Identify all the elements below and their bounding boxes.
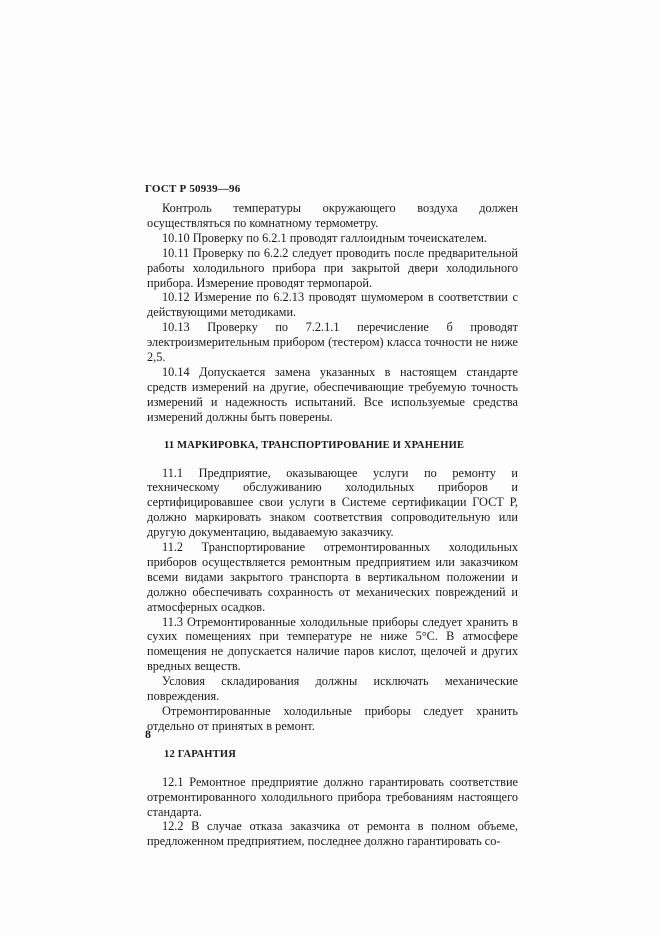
paragraph: 10.13 Проверку по 7.2.1.1 перечисление б проводят электроизмерительным прибором (тестером) класса точности не ниже 2,5. [147,320,518,365]
paragraph: 11.3 Отремонтированные холодильные приборы следует хранить в сухих помещениях при температуре не ниже 5°С. В атмосфере помещения не допускается наличие паров кислот, щелочей и других вредных веществ. [147,614,518,674]
standard-header: ГОСТ Р 50939—96 [145,183,241,195]
paragraph: 10.14 Допускается замена указанных в настоящем стандарте средств измерений на другие, обеспечивающие требуемую точность измерений и надежность испытаний. Все используемые средства измерений должны быть поверены. [147,364,518,424]
section-heading-11: 11 МАРКИРОВКА, ТРАНСПОРТИРОВАНИЕ И ХРАНЕНИЕ [164,439,465,451]
paragraph: 11.2 Транспортирование отремонтированных холодильных приборов осуществляется ремонтным предприятием или заказчиком всеми видами закрытого транспорта в вертикальном положении и должно обеспечивать сохранность от механических повреждений и атмосферных осадков. [147,540,518,614]
paragraph: Условия складирования должны исключать механические повреждения. [147,674,518,704]
page-number: 8 [145,727,151,741]
paragraph: Контроль температуры окружающего воздуха должен осуществляться по комнатному термометру. [147,201,518,230]
page-body [147,201,518,849]
paragraph: 12.2 В случае отказа заказчика от ремонта в полном объеме, предложенном предприятием, последнее должно гарантировать со- [147,819,518,849]
paragraph: 10.10 Проверку по 6.2.1 проводят галлоидным точеискателем. [162,230,488,245]
paragraph: 10.11 Проверку по 6.2.2 следует проводить после предварительной работы холодильного прибора при закрытой двери холодильного прибора. Измерение проводят термопарой. [147,245,518,290]
paragraph: Отремонтированные холодильные приборы следует хранить отдельно от принятых в ремонт. [147,704,518,733]
section-heading-12: 12 ГАРАНТИЯ [164,748,237,760]
paragraph: 11.1 Предприятие, оказывающее услуги по ремонту и техническому обслуживанию холодильных приборов и сертифицировавшее свои услуги в Системе сертификации ГОСТ Р, должно маркировать знаком соответствия сопроводительную или другую документацию, выдаваемую заказчику. [147,465,518,540]
paragraph: 12.1 Ремонтное предприятие должно гарантировать соответствие отремонтированного холодильного прибора требованиям настоящего стандарта. [147,774,518,819]
paragraph: 10.12 Измерение по 6.2.13 проводят шумомером в соответствии с действующими методиками. [147,290,518,320]
